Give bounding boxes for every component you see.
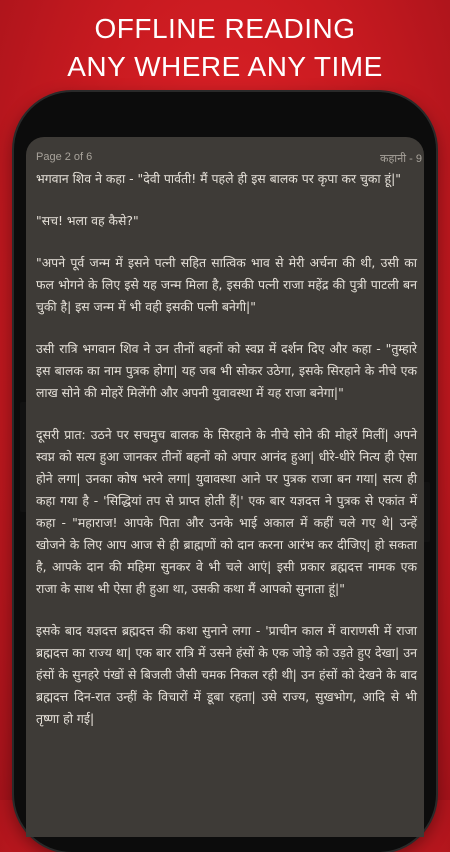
story-paragraph: उसी रात्रि भगवान शिव ने उन तीनों बहनों को स्वप्न में दर्शन दिए और कहा - "तुम्हारे इस बालक का नाम पुत्रक होगा| यह जब भी सोकर उठेगा, इसके सिरहाने के नीचे एक लाख सोने की मोहरें मिलेंगी और अपनी युवावस्था में यह राजा बनेगा|" (36, 341, 417, 400)
page-indicator: Page 2 of 6 (36, 151, 93, 163)
story-paragraph: इसके बाद यज्ञदत्त ब्रह्मदत्त की कथा सुनाने लगा - 'प्राचीन काल में वाराणसी में राजा ब्रह्मदत्त का राज्य था| एक बार रात्रि में उसने हंसों के एक जोड़े को उड़ते हुए देखा| उन हंसों के सुनहरे पंखों से बिजली जैसी चमक निकल रही थी| उन हंसों को देखने के बाद ब्रह्मदत्त दिन-रात उन्हीं के विचारों में डूबा रहता| उसे राज्य, सुखभोग, आदि से भी तृष्णा हो गई| (36, 623, 417, 726)
story-paragraph: भगवान शिव ने कहा - "देवी पार्वती! मैं पहले ही इस बालक पर कृपा कर चुका हूं|" (36, 171, 401, 186)
chapter-label: कहानी - 9 (380, 153, 422, 165)
story-paragraph: "सच! भला वह कैसे?" (36, 213, 139, 228)
promo-line-2: ANY WHERE ANY TIME (67, 51, 383, 82)
story-paragraph: दूसरी प्रात: उठने पर सचमुच बालक के सिरहाने के नीचे सोने की मोहरें मिलीं| अपने स्वप्न को सत्य हुआ जानकर तीनों बहनों को अपार आनंद हुआ| धीरे-धीरे नित्य ही ऐसा होने लगा| उनका कोष भरने लगा| युवावस्था आने पर पुत्रक राजा बन गया| सत्य ही कहा गया है - 'सिद्धियां तप से प्राप्त होती हैं|' एक बार यज्ञदत्त ने पुत्रक से एकांत में कहा - "महाराज! आपके पिता और उनके भाई अकाल में कहीं चले गए थे| उन्हें खोजने के लिए आप आज से ही ब्राह्मणों को दान करना आरंभ कर दीजिए| हो सकता है, आपके दान की महिमा सुनकर वे भी चले आएं| इसी प्रकार ब्रह्मदत्त नामक एक राजा के साथ भी ऐसा ही हुआ था, उसकी कथा मैं आपको सुनाता हूं|" (36, 427, 417, 596)
promo-line-1: OFFLINE READING (94, 13, 356, 44)
story-text (36, 168, 417, 750)
reader-screen[interactable] (26, 137, 424, 837)
reader-status-bar (26, 137, 424, 165)
story-paragraph: "अपने पूर्व जन्म में इसने पत्नी सहित सात्विक भाव से मेरी अर्चना की थी, उसी का फल भोगने के लिए इसे यह जन्म मिला है, इसकी पत्नी राजा महेंद्र की पुत्री पाटली बन चुकी है| इस जन्म में भी वही इसकी पत्नी बनेगी|" (36, 255, 417, 314)
promo-banner (0, 10, 450, 86)
